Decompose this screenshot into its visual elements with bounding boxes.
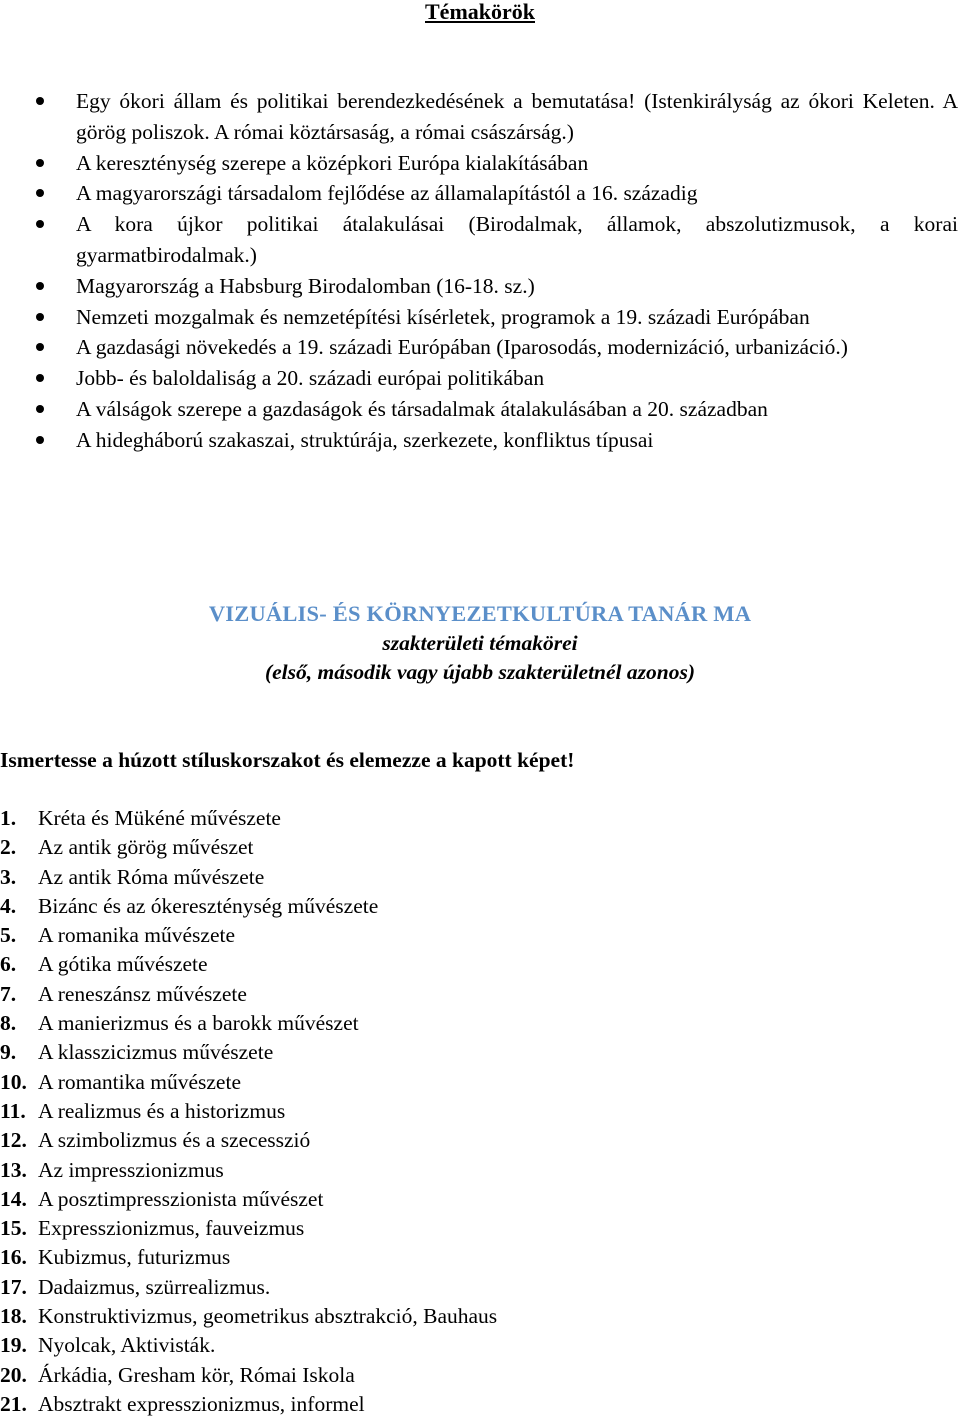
item-number: 16. bbox=[0, 1245, 27, 1270]
list-item bbox=[0, 148, 960, 179]
list-item-text: A válságok szerepe a gazdaságok és társadalmak átalakulásában a 20. században bbox=[76, 396, 768, 421]
item-text: A realizmus és a historizmus bbox=[38, 1098, 286, 1123]
item-number: 1. bbox=[0, 806, 17, 830]
item-number: 19. bbox=[0, 1333, 27, 1358]
item-text: Kréta és Mükéné művészete bbox=[38, 806, 281, 830]
list-item bbox=[0, 1097, 497, 1126]
list-item bbox=[0, 1214, 497, 1243]
list-item bbox=[0, 271, 960, 302]
item-text: A posztimpresszionista művészet bbox=[38, 1186, 324, 1211]
item-number: 15. bbox=[0, 1216, 27, 1241]
list-item bbox=[0, 209, 960, 271]
list-item-text: Nemzeti mozgalmak és nemzetépítési kísérletek, programok a 19. századi Európában bbox=[76, 304, 810, 329]
list-item bbox=[0, 86, 960, 148]
section-title: VIZUÁLIS- ÉS KÖRNYEZETKULTÚRA TANÁR MA bbox=[208, 601, 752, 626]
item-text: A romantika művészete bbox=[38, 1069, 241, 1094]
list-item bbox=[0, 425, 960, 456]
bullet-icon bbox=[36, 220, 44, 228]
bullet-icon bbox=[36, 189, 44, 197]
list-item-text: Jobb- és baloldaliság a 20. századi európai politikában bbox=[76, 366, 545, 391]
item-text: A romanika művészete bbox=[38, 923, 236, 948]
list-item-text: A hidegháború szakaszai, struktúrája, szerkezete, konfliktus típusai bbox=[76, 427, 654, 452]
list-item bbox=[0, 863, 497, 892]
list-item bbox=[0, 1038, 497, 1067]
list-item bbox=[0, 980, 497, 1009]
list-item-text: A magyarországi társadalom fejlődése az államalapítástól a 16. századig bbox=[76, 181, 698, 206]
instruction-text: Ismertesse a húzott stíluskorszakot és elemezze a kapott képet! bbox=[0, 748, 575, 772]
item-text: Expresszionizmus, fauveizmus bbox=[38, 1216, 305, 1241]
list-item bbox=[0, 302, 960, 333]
list-item bbox=[0, 921, 497, 950]
item-number: 4. bbox=[0, 893, 17, 918]
item-text: A klasszicizmus művészete bbox=[38, 1040, 274, 1065]
item-number: 14. bbox=[0, 1186, 27, 1211]
item-text: A manierizmus és a barokk művészet bbox=[38, 1011, 359, 1036]
list-item bbox=[0, 1302, 497, 1331]
page-title: Témakörök bbox=[425, 0, 535, 24]
list-item bbox=[0, 363, 960, 394]
item-number: 10. bbox=[0, 1069, 27, 1094]
list-item bbox=[0, 1156, 497, 1185]
bullet-icon bbox=[36, 159, 44, 167]
list-item bbox=[0, 394, 960, 425]
item-text: Nyolcak, Aktivisták. bbox=[38, 1333, 216, 1358]
item-text: Kubizmus, futurizmus bbox=[38, 1245, 231, 1270]
list-item-text: Magyarország a Habsburg Birodalomban (16-18. sz.) bbox=[76, 273, 535, 298]
item-number: 6. bbox=[0, 952, 17, 977]
section-note: (első, második vagy újabb szakterületnél azonos) bbox=[264, 660, 695, 684]
bullet-icon bbox=[36, 282, 44, 290]
list-item-text: Egy ókori állam és politikai berendezkedésének a bemutatása! (Istenkirályság az ókori Keleten. A görög poliszok. A római köztársaság, a római császárság.) bbox=[76, 89, 958, 144]
item-number: 18. bbox=[0, 1304, 27, 1329]
history-topics-list bbox=[0, 86, 960, 456]
item-number: 3. bbox=[0, 864, 17, 889]
item-number: 11. bbox=[0, 1098, 26, 1123]
item-text: Az antik Róma művészete bbox=[38, 864, 265, 889]
item-text: Az impresszionizmus bbox=[38, 1157, 224, 1182]
list-item-text: A kora újkor politikai átalakulásai (Birodalmak, államok, abszolutizmusok, a korai gyarmatbirodalmak.) bbox=[76, 212, 958, 267]
item-number: 2. bbox=[0, 835, 17, 860]
list-item bbox=[0, 1331, 497, 1360]
item-number: 21. bbox=[0, 1391, 27, 1416]
item-number: 9. bbox=[0, 1040, 17, 1065]
item-number: 17. bbox=[0, 1274, 27, 1299]
art-topics-list bbox=[0, 804, 497, 1419]
item-number: 20. bbox=[0, 1362, 27, 1387]
item-number: 12. bbox=[0, 1128, 27, 1153]
list-item bbox=[0, 1361, 497, 1390]
item-text: Dadaizmus, szürrealizmus. bbox=[38, 1274, 271, 1299]
item-text: Árkádia, Gresham kör, Római Iskola bbox=[38, 1362, 355, 1387]
bullet-icon bbox=[36, 374, 44, 382]
item-text: A reneszánsz művészete bbox=[38, 981, 247, 1006]
list-item bbox=[0, 1068, 497, 1097]
bullet-icon bbox=[36, 313, 44, 321]
bullet-icon bbox=[36, 436, 44, 444]
bullet-icon bbox=[36, 343, 44, 351]
list-item-text: A gazdasági növekedés a 19. századi Európában (Iparosodás, modernizáció, urbanizáció.) bbox=[76, 335, 848, 360]
item-text: Bizánc és az ókereszténység művészete bbox=[38, 893, 379, 918]
item-text: Absztrakt expresszionizmus, informel bbox=[38, 1391, 365, 1416]
section-heading bbox=[0, 598, 960, 687]
list-item bbox=[0, 178, 960, 209]
list-item bbox=[0, 1390, 497, 1419]
bullet-icon bbox=[36, 97, 44, 105]
list-item bbox=[0, 804, 497, 833]
item-number: 5. bbox=[0, 923, 17, 948]
list-item bbox=[0, 892, 497, 921]
list-item bbox=[0, 1273, 497, 1302]
item-text: Az antik görög művészet bbox=[38, 835, 254, 860]
list-item bbox=[0, 1009, 497, 1038]
item-number: 8. bbox=[0, 1011, 17, 1036]
list-item bbox=[0, 1126, 497, 1155]
list-item bbox=[0, 1185, 497, 1214]
bullet-icon bbox=[36, 405, 44, 413]
item-text: Konstruktivizmus, geometrikus absztrakció, Bauhaus bbox=[38, 1304, 498, 1329]
list-item bbox=[0, 833, 497, 862]
item-number: 13. bbox=[0, 1157, 27, 1182]
list-item bbox=[0, 1243, 497, 1272]
section-subtitle: szakterületi témakörei bbox=[382, 631, 578, 655]
list-item bbox=[0, 332, 960, 363]
item-number: 7. bbox=[0, 981, 17, 1006]
list-item-text: A kereszténység szerepe a középkori Európa kialakításában bbox=[76, 150, 589, 175]
item-text: A szimbolizmus és a szecesszió bbox=[38, 1128, 311, 1153]
list-item bbox=[0, 950, 497, 979]
item-text: A gótika művészete bbox=[38, 952, 208, 977]
